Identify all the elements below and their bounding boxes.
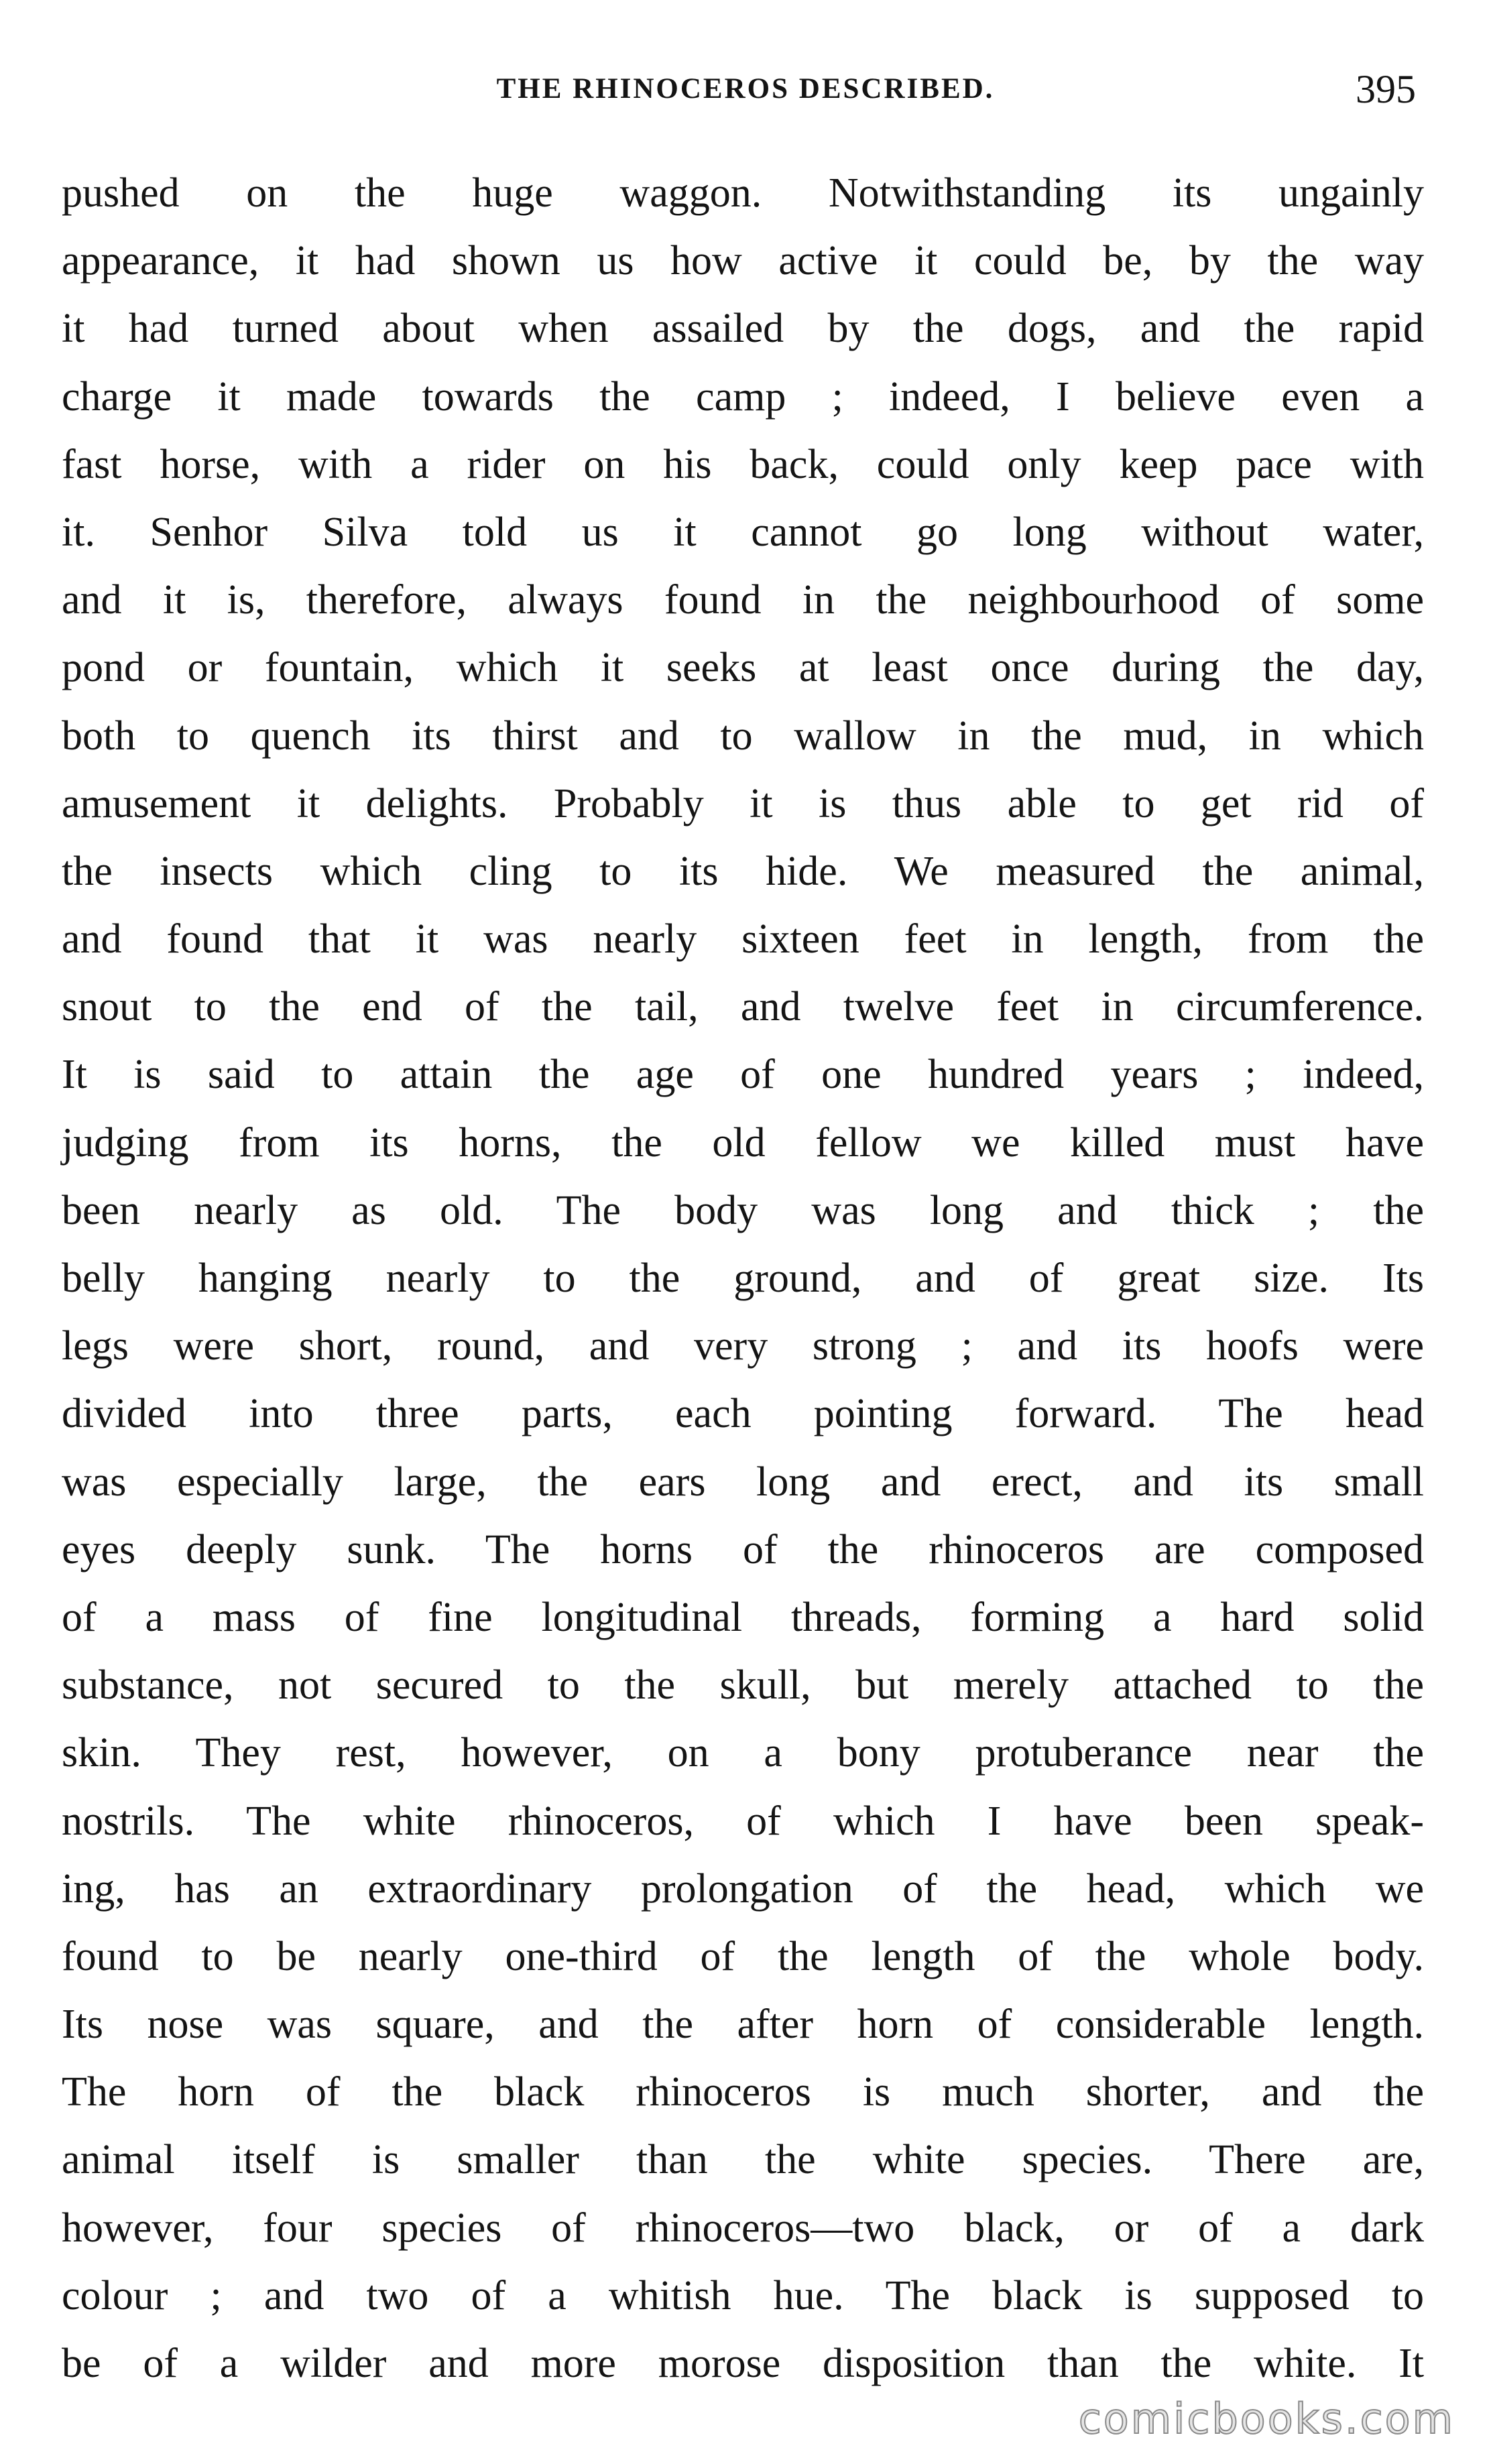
text-line: appearance, it had shown us how active it could be, by the way — [62, 238, 1424, 284]
text-line: nostrils. The white rhinoceros, of which I have been speak- — [62, 1798, 1424, 1844]
text-line: pushed on the huge waggon. Notwithstanding its ungainly — [62, 170, 1424, 216]
text-line: eyes deeply sunk. The horns of the rhinoceros are composed — [62, 1526, 1424, 1573]
text-line: and it is, therefore, always found in the neighbourhood of some — [62, 577, 1424, 623]
body-text — [62, 160, 1424, 2398]
text-line: however, four species of rhinoceros—two black, or of a dark — [62, 2205, 1424, 2251]
text-line: legs were short, round, and very strong ; and its hoofs were — [62, 1323, 1424, 1369]
text-line: charge it made towards the camp ; indeed, I believe even a — [62, 373, 1424, 420]
text-line: it had turned about when assailed by the dogs, and the rapid — [62, 306, 1424, 352]
text-line: animal itself is smaller than the white species. There are, — [62, 2137, 1424, 2183]
text-line: it. Senhor Silva told us it cannot go long without water, — [62, 509, 1424, 555]
text-line: the insects which cling to its hide. We measured the animal, — [62, 848, 1424, 894]
watermark: comicbooks.com — [1078, 2394, 1455, 2443]
running-head — [0, 59, 1491, 119]
text-line: colour ; and two of a whitish hue. The black is supposed to — [62, 2272, 1424, 2319]
text-line: Its nose was square, and the after horn of considerable length. — [62, 2001, 1424, 2048]
text-line: substance, not secured to the skull, but merely attached to the — [62, 1662, 1424, 1709]
running-title: THE RHINOCEROS DESCRIBED. — [496, 73, 995, 105]
text-line: It is said to attain the age of one hundred years ; indeed, — [62, 1052, 1424, 1098]
text-line: The horn of the black rhinoceros is much shorter, and the — [62, 2069, 1424, 2115]
text-line: snout to the end of the tail, and twelve feet in circumference. — [62, 984, 1424, 1030]
text-line: fast horse, with a rider on his back, could only keep pace with — [62, 441, 1424, 487]
text-line: skin. They rest, however, on a bony protuberance near the — [62, 1730, 1424, 1776]
text-line: amusement it delights. Probably it is thus able to get rid of — [62, 780, 1424, 826]
text-line: be of a wilder and more morose disposition than the white. It — [62, 2341, 1424, 2386]
text-line: was especially large, the ears long and erect, and its small — [62, 1459, 1424, 1505]
text-line: and found that it was nearly sixteen feet in length, from the — [62, 916, 1424, 963]
text-line: both to quench its thirst and to wallow in the mud, in which — [62, 713, 1424, 759]
page-number: 395 — [1356, 67, 1416, 111]
text-line: judging from its horns, the old fellow we killed must have — [62, 1119, 1424, 1166]
text-line: ing, has an extraordinary prolongation of the head, which we — [62, 1865, 1424, 1912]
text-line: pond or fountain, which it seeks at least once during the day, — [62, 645, 1424, 691]
text-line: found to be nearly one-third of the length of the whole body. — [62, 1933, 1424, 1979]
text-line: been nearly as old. The body was long and thick ; the — [62, 1187, 1424, 1233]
text-line: of a mass of fine longitudinal threads, forming a hard solid — [62, 1594, 1424, 1640]
text-line: divided into three parts, each pointing forward. The head — [62, 1391, 1424, 1437]
text-line: belly hanging nearly to the ground, and of great size. Its — [62, 1255, 1424, 1301]
